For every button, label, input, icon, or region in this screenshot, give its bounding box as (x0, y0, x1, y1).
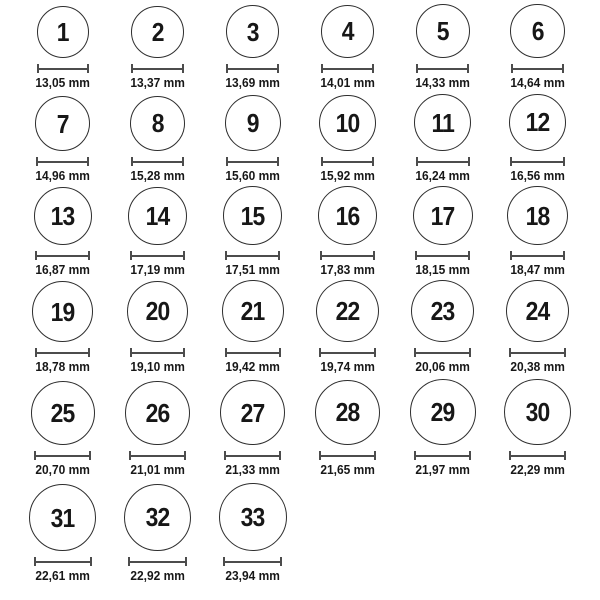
ring-size-cell (110, 280, 205, 377)
ring-size-number: 21 (240, 296, 265, 326)
ring-size-cell (205, 186, 300, 280)
ring-size-number: 26 (145, 397, 170, 428)
ring-circle (220, 380, 285, 445)
ring-size-number: 27 (240, 397, 265, 428)
ring-size-cell (205, 0, 300, 93)
ring-circle (130, 96, 186, 152)
diameter-label: 19,42 mm (225, 359, 280, 374)
diameter-label: 13,69 mm (225, 75, 280, 90)
ring-size-number: 1 (56, 17, 69, 47)
diameter-label: 19,74 mm (320, 359, 375, 374)
diameter-label: 18,15 mm (415, 262, 470, 277)
ring-circle (124, 484, 192, 552)
ring-size-cell (490, 377, 585, 480)
ring-circle (410, 379, 476, 445)
diameter-label: 20,38 mm (510, 359, 565, 374)
diameter-measure-bar (224, 451, 281, 460)
ring-size-cell (395, 0, 490, 93)
ring-size-cell (490, 0, 585, 93)
diameter-measure-bar (130, 251, 185, 260)
ring-size-number: 19 (50, 296, 75, 327)
diameter-measure-bar (129, 451, 186, 460)
ring-size-cell (205, 280, 300, 377)
diameter-label: 18,78 mm (35, 359, 90, 374)
diameter-measure-bar (320, 251, 375, 260)
diameter-label: 19,10 mm (130, 359, 185, 374)
ring-size-cell (110, 480, 205, 586)
ring-size-number: 31 (50, 502, 75, 533)
diameter-measure-bar (35, 251, 89, 260)
diameter-measure-bar (319, 348, 375, 357)
diameter-measure-bar (414, 451, 472, 460)
diameter-label: 13,37 mm (130, 75, 185, 90)
diameter-label: 22,61 mm (35, 568, 90, 583)
ring-circle (31, 381, 95, 445)
ring-size-cell (395, 93, 490, 186)
diameter-label: 14,01 mm (320, 75, 375, 90)
diameter-label: 22,29 mm (510, 462, 565, 477)
ring-circle (219, 483, 287, 551)
diameter-label: 14,64 mm (510, 75, 565, 90)
ring-size-number: 20 (145, 296, 170, 327)
diameter-label: 20,70 mm (35, 462, 90, 477)
ring-circle (319, 95, 376, 152)
ring-size-number: 3 (246, 16, 259, 47)
ring-size-number: 25 (50, 398, 75, 428)
ring-size-cell (490, 280, 585, 377)
diameter-label: 15,28 mm (130, 168, 185, 183)
ring-size-cell (15, 93, 110, 186)
ring-circle (510, 4, 565, 59)
ring-circle (316, 280, 379, 342)
diameter-measure-bar (223, 557, 281, 566)
diameter-label: 21,97 mm (415, 462, 470, 477)
ring-size-cell (110, 0, 205, 93)
ring-size-number: 14 (145, 200, 170, 231)
diameter-measure-bar (415, 251, 470, 260)
diameter-measure-bar (416, 64, 469, 73)
diameter-measure-bar (225, 348, 281, 357)
diameter-label: 18,47 mm (510, 262, 565, 277)
ring-size-cell (395, 377, 490, 480)
diameter-label: 15,92 mm (320, 168, 375, 183)
ring-size-number: 9 (246, 108, 259, 138)
ring-size-cell (205, 93, 300, 186)
ring-size-number: 18 (525, 200, 550, 231)
diameter-label: 23,94 mm (225, 568, 280, 583)
ring-size-cell (300, 377, 395, 480)
ring-size-number: 7 (56, 108, 69, 139)
ring-size-cell (110, 93, 205, 186)
diameter-measure-bar (37, 64, 89, 73)
ring-size-number: 5 (436, 16, 449, 46)
ring-size-number: 17 (430, 200, 455, 231)
diameter-measure-bar (510, 157, 564, 166)
ring-size-number: 32 (145, 502, 170, 533)
ring-circle (37, 6, 89, 58)
ring-circle (321, 5, 375, 59)
ring-size-number: 24 (525, 296, 550, 327)
diameter-measure-bar (319, 451, 376, 460)
diameter-label: 22,92 mm (130, 568, 185, 583)
ring-size-cell (15, 480, 110, 586)
ring-circle (507, 186, 568, 245)
ring-size-cell (300, 93, 395, 186)
ring-size-cell (490, 93, 585, 186)
ring-size-cell (205, 377, 300, 480)
ring-size-number: 29 (430, 397, 455, 427)
diameter-measure-bar (130, 348, 186, 357)
ring-size-cell (300, 280, 395, 377)
ring-circle (223, 186, 282, 245)
diameter-measure-bar (321, 157, 375, 166)
ring-size-number: 30 (525, 396, 550, 427)
diameter-measure-bar (321, 64, 374, 73)
ring-size-cell (15, 186, 110, 280)
ring-size-number: 6 (531, 15, 544, 46)
ring-size-number: 4 (341, 16, 354, 47)
ring-size-number: 15 (240, 200, 265, 231)
ring-size-number: 12 (525, 107, 550, 138)
ring-size-cell (395, 186, 490, 280)
diameter-measure-bar (131, 157, 184, 166)
ring-size-number: 2 (151, 16, 164, 47)
ring-size-cell (490, 186, 585, 280)
ring-circle (222, 280, 284, 342)
ring-size-number: 23 (430, 296, 455, 327)
ring-circle (127, 281, 189, 343)
diameter-measure-bar (416, 157, 470, 166)
ring-circle (413, 186, 473, 245)
ring-circle (225, 95, 281, 151)
diameter-label: 14,96 mm (35, 168, 90, 183)
ring-circle (34, 187, 92, 245)
ring-circle (416, 4, 470, 58)
diameter-measure-bar (510, 251, 565, 260)
diameter-label: 21,01 mm (130, 462, 185, 477)
ring-circle (315, 380, 381, 446)
ring-circle (411, 280, 474, 342)
ring-size-cell (15, 0, 110, 93)
ring-circle (509, 94, 567, 152)
diameter-measure-bar (36, 157, 89, 166)
diameter-label: 16,56 mm (510, 168, 565, 183)
ring-size-cell (110, 377, 205, 480)
ring-circle (131, 6, 184, 59)
ring-circle (414, 94, 471, 151)
ring-circle (506, 280, 570, 342)
diameter-measure-bar (414, 348, 470, 357)
diameter-measure-bar (511, 64, 564, 73)
diameter-label: 17,51 mm (225, 262, 280, 277)
ring-size-cell (110, 186, 205, 280)
diameter-label: 21,33 mm (225, 462, 280, 477)
diameter-label: 13,05 mm (35, 75, 90, 90)
ring-size-cell (205, 480, 300, 586)
ring-size-number: 33 (240, 502, 265, 532)
ring-size-number: 10 (335, 107, 360, 138)
diameter-measure-bar (226, 157, 280, 166)
ring-size-number: 16 (335, 200, 360, 231)
diameter-measure-bar (34, 451, 91, 460)
diameter-label: 14,33 mm (415, 75, 470, 90)
diameter-measure-bar (34, 557, 92, 566)
diameter-label: 20,06 mm (415, 359, 470, 374)
ring-circle (128, 187, 187, 246)
ring-size-number: 11 (431, 107, 454, 138)
diameter-label: 15,60 mm (225, 168, 280, 183)
diameter-label: 17,19 mm (130, 262, 185, 277)
diameter-measure-bar (509, 451, 567, 460)
ring-circle (32, 281, 93, 342)
ring-size-cell (15, 280, 110, 377)
ring-circle (318, 186, 378, 245)
diameter-label: 17,83 mm (320, 262, 375, 277)
ring-circle (226, 5, 279, 58)
ring-size-cell (15, 377, 110, 480)
diameter-measure-bar (226, 64, 278, 73)
ring-circle (35, 96, 90, 151)
ring-size-cell (395, 280, 490, 377)
ring-size-number: 13 (50, 201, 75, 231)
diameter-label: 16,24 mm (415, 168, 470, 183)
diameter-measure-bar (509, 348, 566, 357)
ring-size-number: 8 (151, 108, 164, 139)
ring-size-cell (300, 186, 395, 280)
diameter-label: 21,65 mm (320, 462, 375, 477)
ring-size-number: 22 (335, 296, 360, 327)
ring-size-number: 28 (335, 397, 360, 428)
ring-circle (504, 379, 571, 446)
ring-size-cell (300, 0, 395, 93)
diameter-measure-bar (35, 348, 91, 357)
ring-circle (125, 381, 190, 446)
ring-circle (29, 484, 96, 551)
diameter-measure-bar (131, 64, 183, 73)
diameter-measure-bar (128, 557, 186, 566)
diameter-label: 16,87 mm (35, 262, 90, 277)
diameter-measure-bar (225, 251, 280, 260)
